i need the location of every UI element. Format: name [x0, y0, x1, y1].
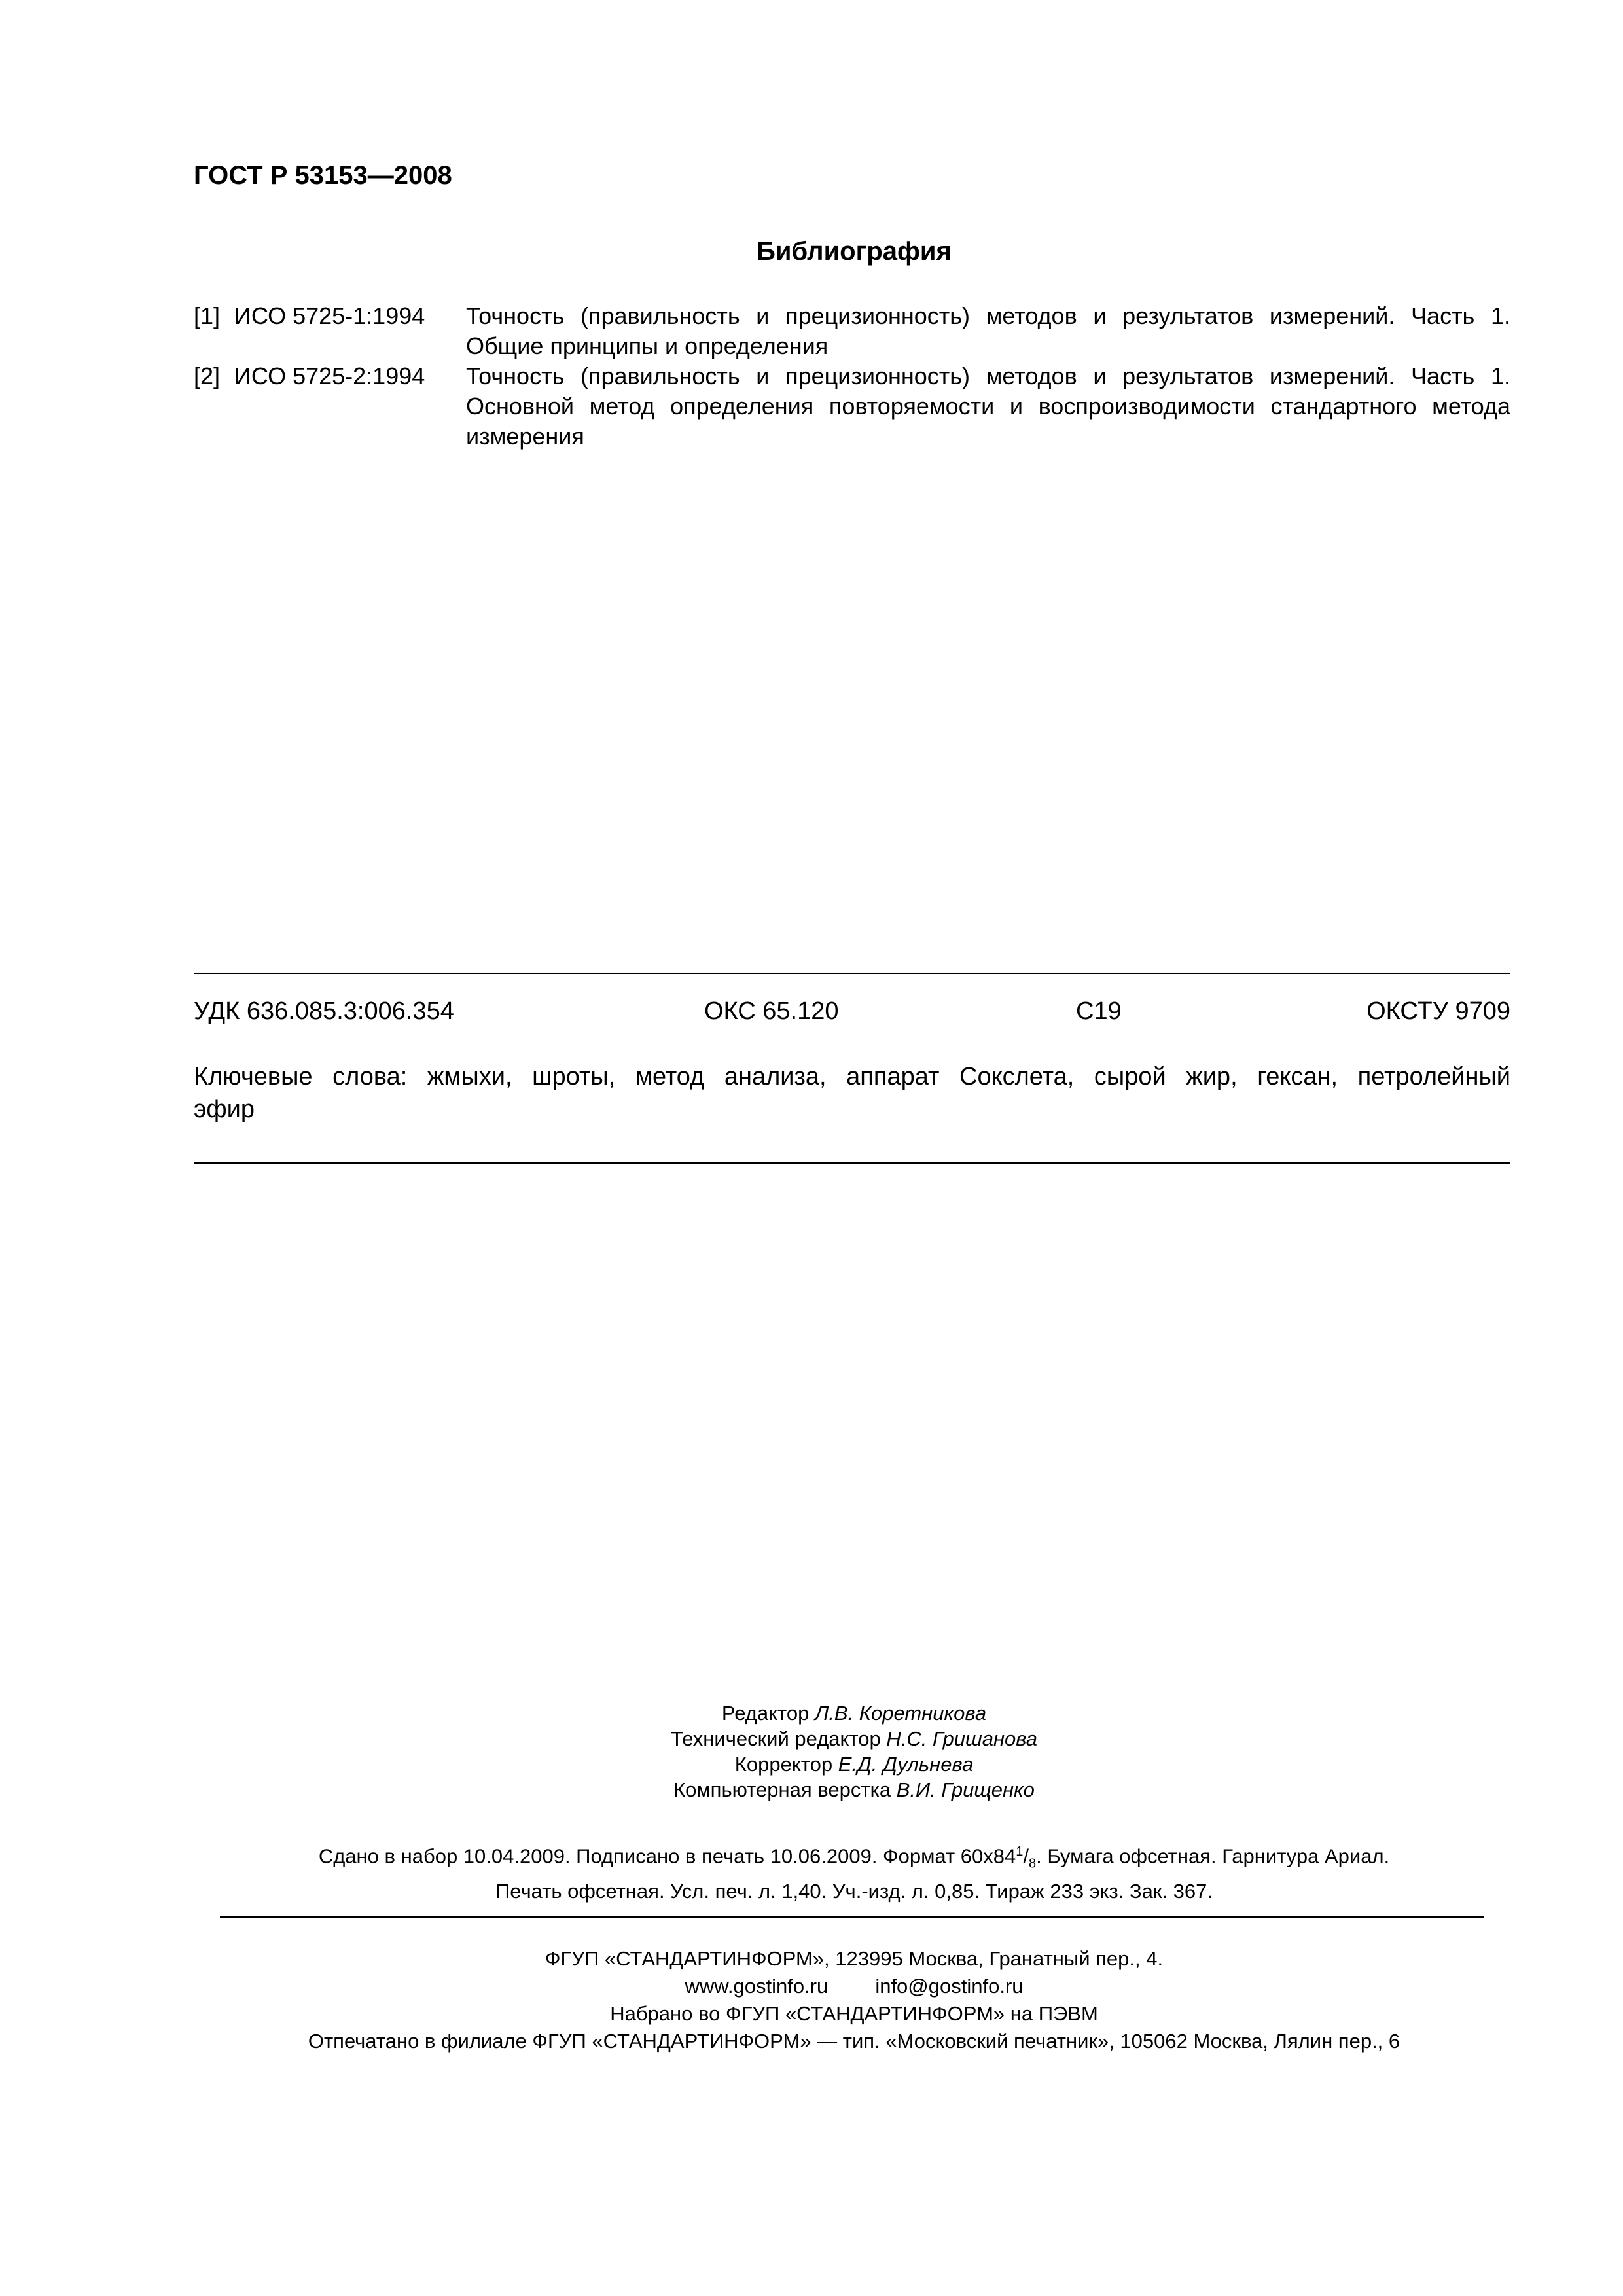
credit-name: Е.Д. Дульнева: [838, 1753, 974, 1776]
entry-text: [466, 301, 1510, 361]
divider: [194, 1162, 1510, 1164]
imprint-text: . Бумага офсетная. Гарнитура Ариал.: [1036, 1844, 1390, 1868]
imprint-line: Печать офсетная. Усл. печ. л. 1,40. Уч.-изд. л. 0,85. Тираж 233 экз. Зак. 367.: [495, 1879, 1213, 1903]
entry-text-line: измерения: [466, 423, 584, 450]
divider: [194, 973, 1510, 974]
classification-code: С19: [1076, 997, 1122, 1025]
credit-name: В.И. Грищенко: [896, 1778, 1035, 1801]
entry-text-line: Основной метод определения повторяемости и воспроизводимости стандартного метода: [466, 393, 1510, 420]
divider: [220, 1916, 1484, 1918]
entry-text-line: Точность (правильность и прецизионность) методов и результатов измерений. Часть 1.: [466, 302, 1510, 329]
bibliography-title: Библиография: [757, 237, 952, 266]
format-subscript: 8: [1029, 1856, 1037, 1871]
format-superscript: 1: [1016, 1844, 1024, 1859]
imprint-text: Сдано в набор 10.04.2009. Подписано в печать 10.06.2009. Формат 60x84: [318, 1844, 1016, 1868]
credit-role: Компьютерная верстка: [673, 1778, 891, 1801]
publisher-contacts: [0, 1973, 1623, 2000]
credit-role: Технический редактор: [671, 1727, 881, 1750]
website-link[interactable]: www.gostinfo.ru: [685, 1975, 829, 1998]
entry-number: [1]: [194, 302, 221, 329]
entry-number: [2]: [194, 363, 221, 389]
entry-text: [466, 361, 1510, 452]
credit-role: Корректор: [734, 1753, 833, 1776]
bibliography-entry: [194, 301, 1510, 361]
keywords: [194, 1060, 1510, 1126]
keywords-line: эфир: [194, 1096, 255, 1123]
credit-role: Редактор: [721, 1702, 810, 1725]
bibliography-entry: [194, 361, 1510, 452]
entry-reference: ИСО 5725-2:1994: [234, 363, 425, 389]
oks-code: ОКС 65.120: [704, 997, 839, 1025]
publisher-info: [0, 1945, 1623, 2055]
credit-name: Л.В. Коретникова: [814, 1702, 987, 1725]
keywords-line: Ключевые слова: жмыхи, шроты, метод анализа, аппарат Сокслета, сырой жир, гексан, петролейный: [194, 1063, 1510, 1090]
entry-text-line: Общие принципы и определения: [466, 332, 829, 359]
credits: [0, 1700, 1623, 1803]
typesetting-note: Набрано во ФГУП «СТАНДАРТИНФОРМ» на ПЭВМ: [610, 2002, 1098, 2025]
imprint: [0, 1838, 1623, 1905]
printing-note: Отпечатано в филиале ФГУП «СТАНДАРТИНФОРМ» — тип. «Московский печатник», 105062 Москва, Лялин пер., 6: [308, 2030, 1400, 2053]
credit-line: [0, 1777, 1623, 1803]
credit-line: [0, 1751, 1623, 1777]
entry-text-line: Точность (правильность и прецизионность) методов и результатов измерений. Часть 1.: [466, 363, 1510, 389]
credit-name: Н.С. Гришанова: [886, 1727, 1037, 1750]
email-link[interactable]: info@gostinfo.ru: [875, 1975, 1024, 1998]
publisher-address: ФГУП «СТАНДАРТИНФОРМ», 123995 Москва, Гранатный пер., 4.: [544, 1947, 1164, 1970]
imprint-line: Сдано в набор 10.04.2009. Подписано в печать 10.06.2009. Формат $60x84^1/_8$. Бумага офсетная. Гарнитура Ариал.: [318, 1844, 1390, 1871]
okstu-code: ОКСТУ 9709: [1366, 997, 1510, 1025]
entry-reference: ИСО 5725-1:1994: [234, 302, 425, 329]
udk-code: УДК 636.085.3:006.354: [194, 997, 454, 1025]
document-number: ГОСТ Р 53153—2008: [194, 161, 452, 190]
credit-line: [0, 1726, 1623, 1751]
credit-line: [0, 1700, 1623, 1726]
